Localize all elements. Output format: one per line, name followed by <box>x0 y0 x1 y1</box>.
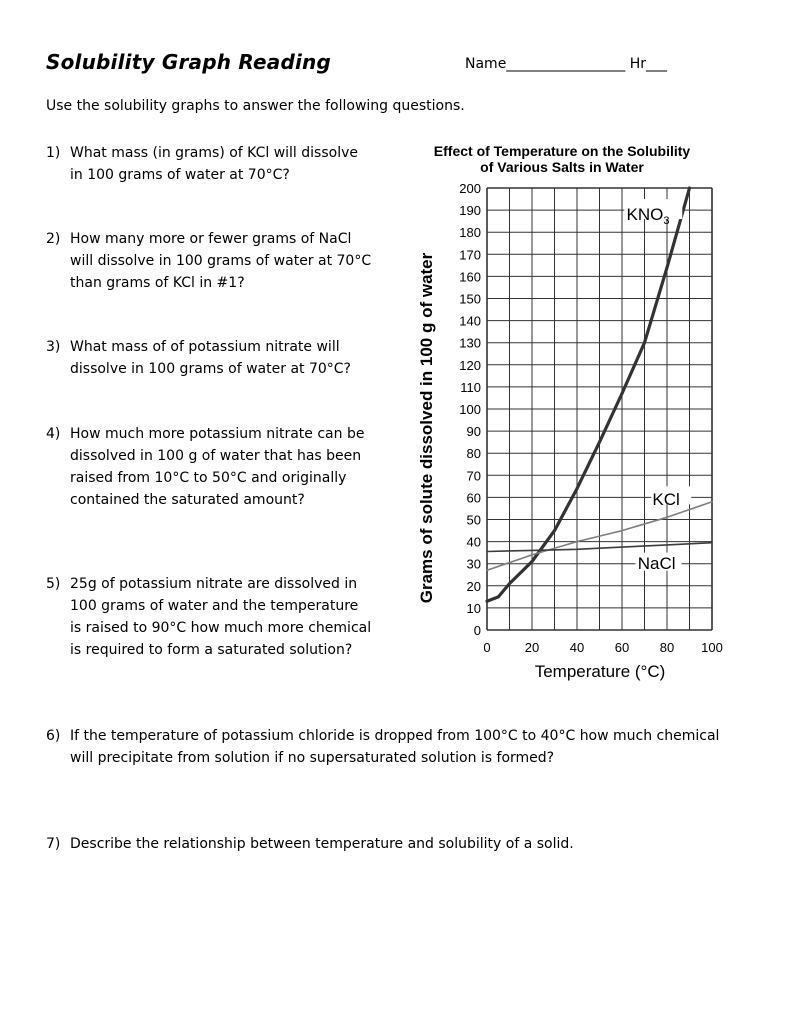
question-text-line: Describe the relationship between temperature and solubility of a solid. <box>70 836 574 852</box>
series-label-kcl: KCl <box>652 490 680 510</box>
question-text-line: is raised to 90°C how much more chemical <box>70 620 372 636</box>
y-tick-label: 80 <box>466 446 481 462</box>
question-2 <box>46 228 371 294</box>
page-title: Solubility Graph Reading <box>46 50 331 74</box>
y-tick-label: 160 <box>459 269 481 285</box>
instructions-text: Use the solubility graphs to answer the following questions. <box>46 98 465 114</box>
question-text-line: will dissolve in 100 grams of water at 70°C <box>70 253 372 269</box>
question-6 <box>46 725 719 769</box>
y-tick-label: 70 <box>466 468 481 484</box>
question-text-line: than grams of KCl in #1? <box>70 275 245 291</box>
y-tick-label: 40 <box>466 534 481 550</box>
y-tick-label: 190 <box>459 203 481 219</box>
question-text-line: dissolved in 100 g of water that has been <box>70 448 362 464</box>
y-tick-label: 50 <box>466 512 481 528</box>
y-tick-label: 90 <box>466 424 481 440</box>
y-tick-label: 0 <box>473 623 481 638</box>
question-number: 5) <box>46 576 61 592</box>
question-text-line: contained the saturated amount? <box>70 492 305 508</box>
x-tick-label: 0 <box>483 640 491 655</box>
x-tick-label: 40 <box>569 640 585 655</box>
question-text-line: 100 grams of water and the temperature <box>70 598 359 614</box>
series-label-kno3: $KNO_3$ <box>626 205 670 228</box>
y-tick-label: 170 <box>459 247 481 263</box>
series-label-nacl: NaCl <box>637 554 676 574</box>
x-tick-label: 100 <box>701 640 723 655</box>
question-number: 3) <box>46 339 61 355</box>
question-text-line: If the temperature of potassium chloride is dropped from 100°C to 40°C how much chemical <box>70 728 720 744</box>
y-tick-label: 100 <box>459 402 481 417</box>
question-text-line: in 100 grams of water at 70°C? <box>70 167 290 183</box>
question-7 <box>46 833 574 855</box>
y-tick-label: 200 <box>459 181 481 196</box>
question-5 <box>46 573 371 661</box>
x-tick-label: 20 <box>524 640 540 655</box>
question-text-line: What mass (in grams) of KCl will dissolve <box>70 145 358 161</box>
question-3 <box>46 336 351 380</box>
question-text-line: What mass of of potassium nitrate will <box>70 339 340 355</box>
question-text-line: How many more or fewer grams of NaCl <box>70 231 352 247</box>
question-text-line: How much more potassium nitrate can be <box>70 426 365 442</box>
y-tick-label: 110 <box>460 379 481 395</box>
question-text-line: will precipitate from solution if no supersaturated solution is formed? <box>70 750 555 766</box>
question-text-line: 25g of potassium nitrate are dissolved in <box>70 576 358 592</box>
y-tick-label: 130 <box>459 335 481 351</box>
solubility-chart <box>400 140 730 690</box>
x-tick-label: 60 <box>614 640 630 655</box>
question-number: 7) <box>46 836 61 852</box>
question-number: 1) <box>46 145 61 161</box>
y-tick-label: 10 <box>466 600 481 616</box>
question-text-line: raised from 10°C to 50°C and originally <box>70 470 347 486</box>
question-4 <box>46 423 364 511</box>
x-tick-label: 80 <box>659 640 675 655</box>
chart-tick-labels <box>459 181 723 655</box>
question-number: 4) <box>46 426 61 442</box>
question-1 <box>46 142 358 186</box>
y-tick-label: 60 <box>466 490 481 506</box>
y-axis-label: Grams of solute dissolved in 100 g of water <box>417 252 436 604</box>
name-hour-field[interactable]: Name_________________ Hr___ <box>465 56 668 72</box>
x-axis-label: Temperature (°C) <box>534 662 666 681</box>
y-tick-label: 120 <box>459 357 481 373</box>
question-text-line: dissolve in 100 grams of water at 70°C? <box>70 361 351 377</box>
chart-title-line: of Various Salts in Water <box>480 159 644 175</box>
question-number: 6) <box>46 728 61 744</box>
chart-title-line: Effect of Temperature on the Solubility <box>433 143 691 159</box>
y-tick-label: 30 <box>466 556 481 572</box>
y-tick-label: 150 <box>459 291 481 307</box>
chart-series-labels <box>624 199 691 573</box>
question-text-line: is required to form a saturated solution? <box>70 642 353 658</box>
question-number: 2) <box>46 231 61 247</box>
y-tick-label: 180 <box>459 225 481 241</box>
y-tick-label: 20 <box>466 578 481 594</box>
y-tick-label: 140 <box>459 313 481 329</box>
